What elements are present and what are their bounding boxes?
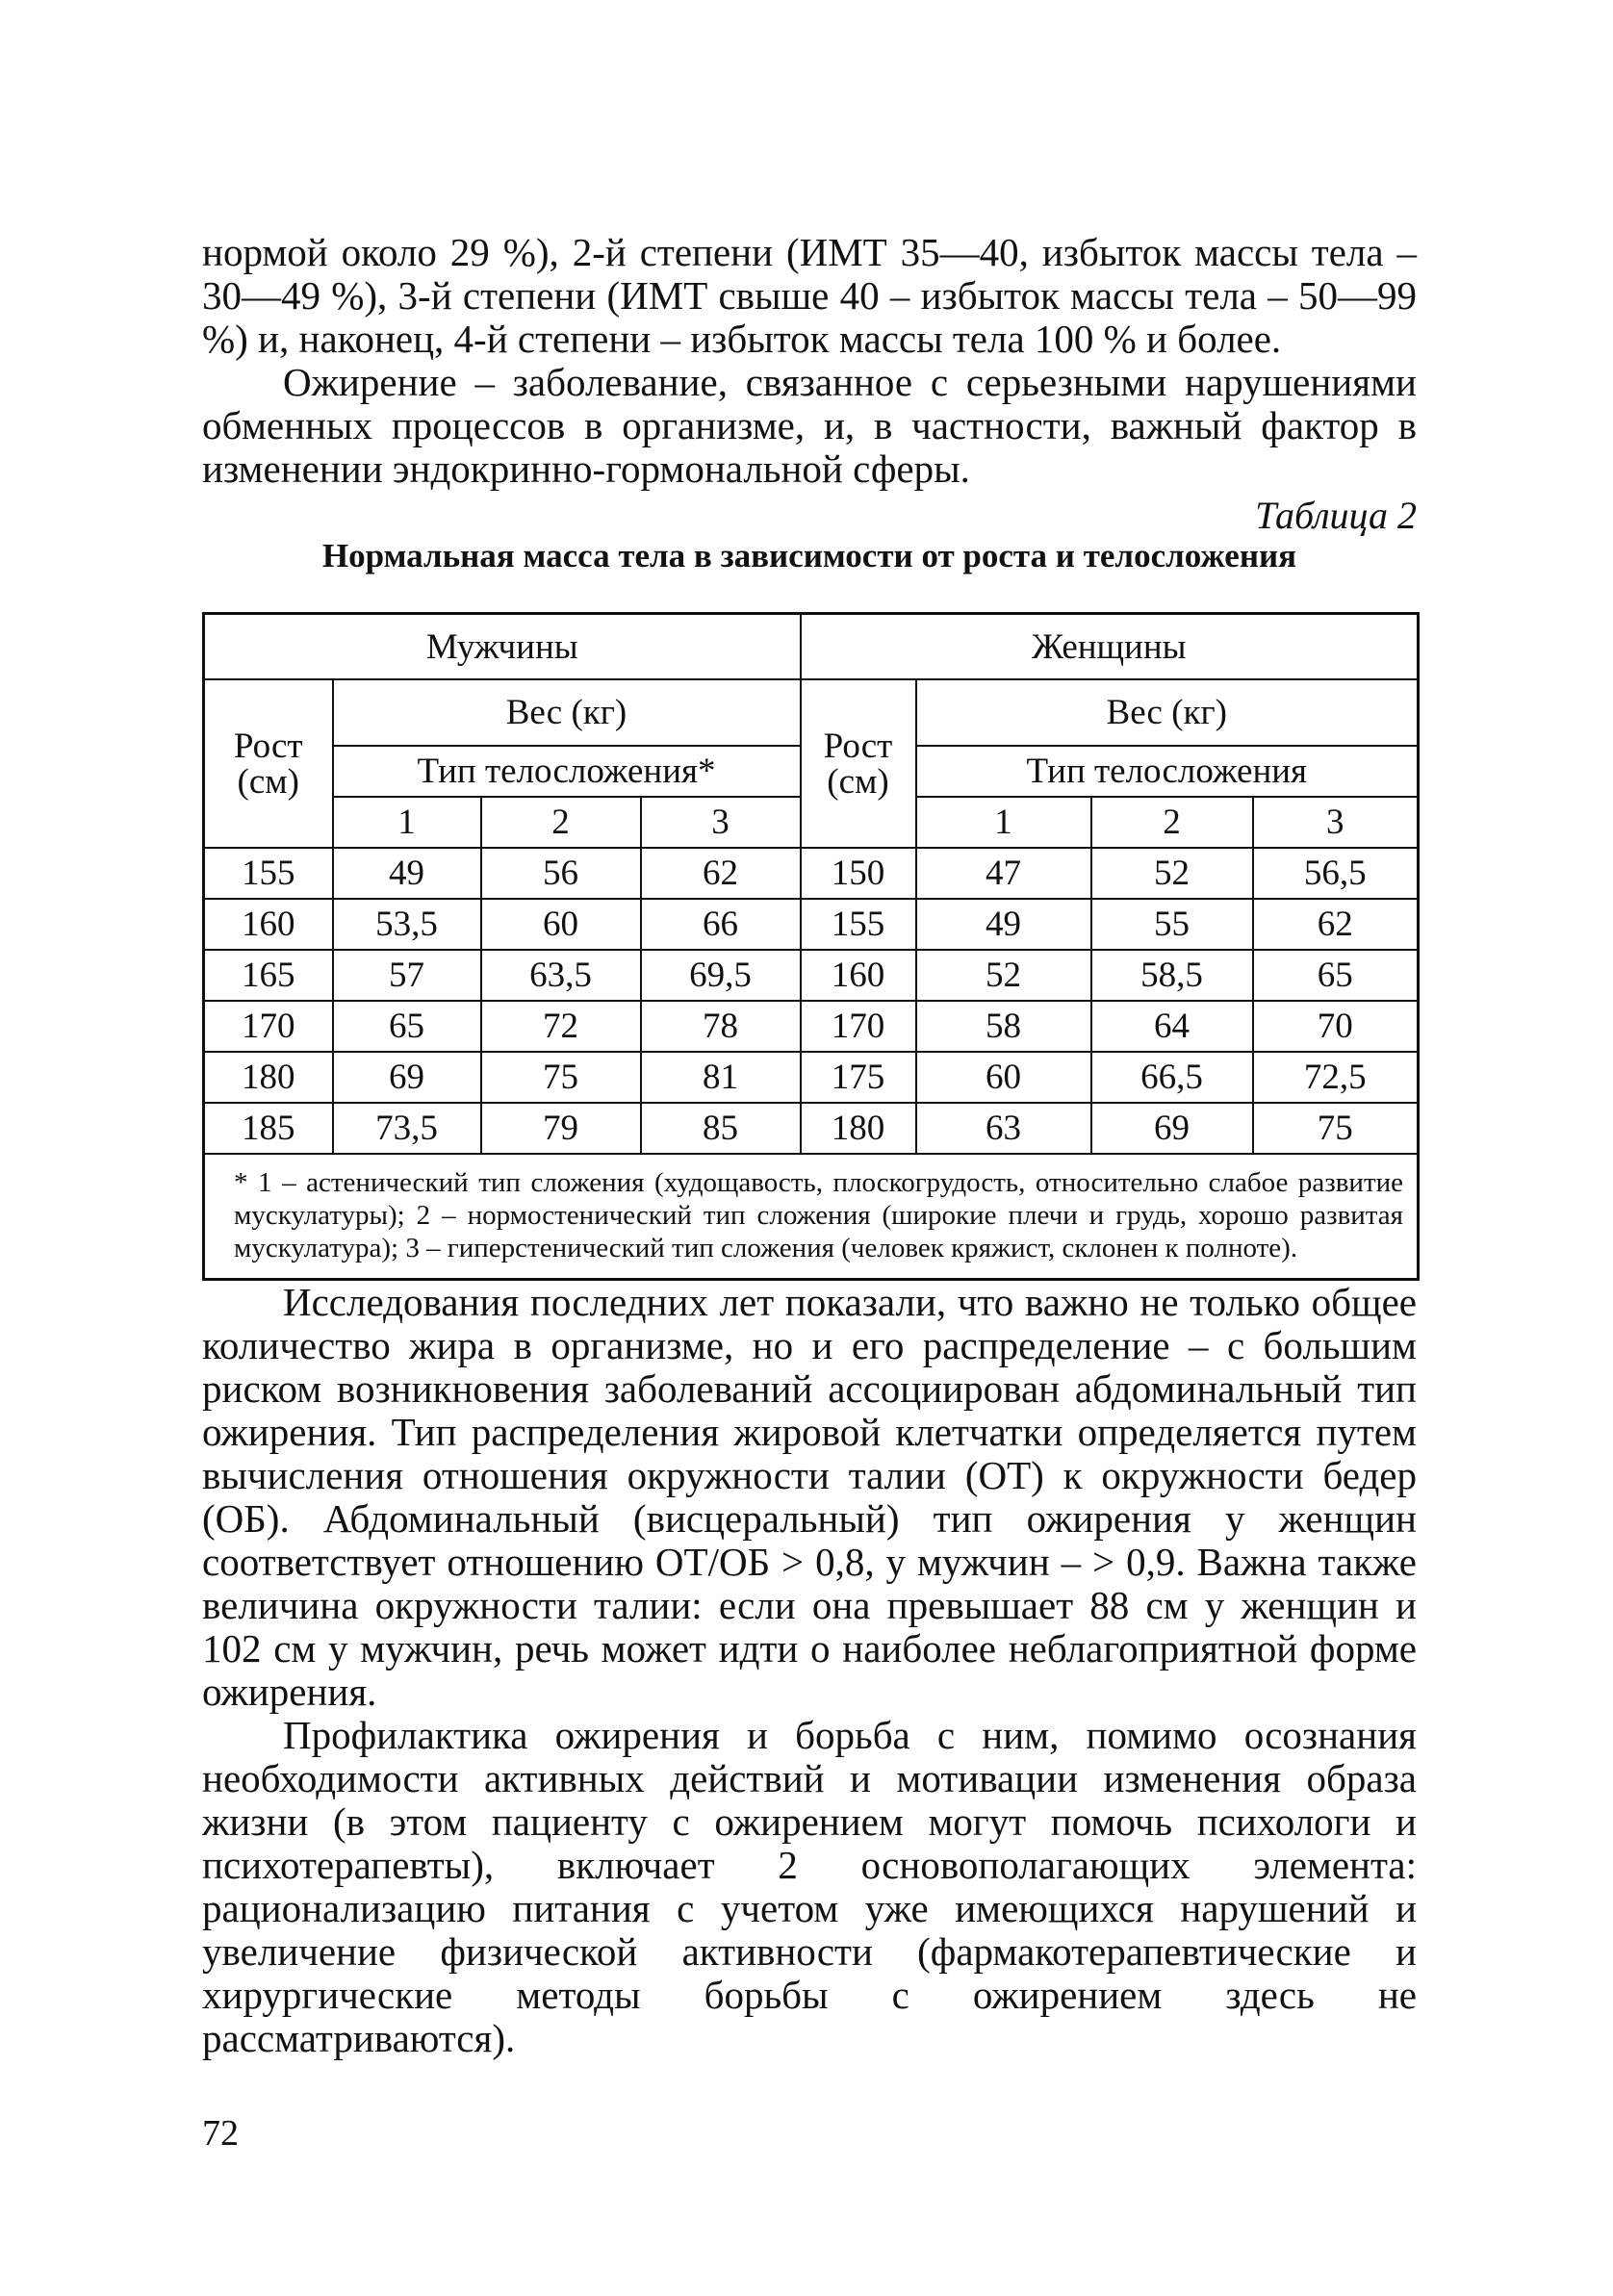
table-cell: 60 (916, 1052, 1091, 1103)
table-cell: 63,5 (481, 950, 641, 1001)
table-cell: 57 (333, 950, 481, 1001)
table-cell: 170 (801, 1001, 916, 1052)
table-row (204, 950, 1419, 1001)
table-cell: 185 (204, 1103, 333, 1154)
women-height-header: Рост (см) (801, 679, 916, 848)
paragraph-obesity-degrees: нормой около 29 %), 2-й степени (ИМТ 35—40, избыток массы тела – 30—49 %), 3-й степени (ИМТ свыше 40 – избыток массы тела – 50—99 %) и, наконец, 4-й степени – избыток массы тела 100 % и более. (202, 230, 1417, 361)
table-cell: 52 (916, 950, 1091, 1001)
women-header: Женщины (801, 614, 1419, 680)
table-row (204, 848, 1419, 899)
paragraph-research: Исследования последних лет показали, что важно не только общее количество жира в организме, но и его распределение – с большим риском возникновения заболеваний ассоциирован абдоминальный тип ожирения. Тип распределения жировой клетчатки определяется путем вычисления отношения окружности талии (ОТ) к окружности бедер (ОБ). Абдоминальный (висцеральный) тип ожирения у женщин соответствует отношению ОТ/ОБ > 0,8, у мужчин – > 0,9. Важна также величина окружности талии: если она превышает 88 см у женщин и 102 см у мужчин, речь может идти о наиболее неблагоприятной форме ожирения. (202, 1280, 1417, 1714)
type-number: 1 (333, 797, 481, 848)
table-cell: 66 (641, 899, 801, 950)
women-body-type-header: Тип телосложения (916, 746, 1419, 797)
table-cell: 155 (801, 899, 916, 950)
table-cell: 81 (641, 1052, 801, 1103)
table-cell: 79 (481, 1103, 641, 1154)
table-cell: 175 (801, 1052, 916, 1103)
page-content (202, 231, 1417, 2060)
table-row (204, 1052, 1419, 1103)
table-cell: 69 (333, 1052, 481, 1103)
page-number: 72 (202, 2113, 239, 2154)
table-cell: 62 (1253, 899, 1419, 950)
table-cell: 75 (1253, 1103, 1419, 1154)
table-row (204, 1001, 1419, 1052)
table-cell: 62 (641, 848, 801, 899)
table-row (204, 899, 1419, 950)
table-cell: 85 (641, 1103, 801, 1154)
table-cell: 72,5 (1253, 1052, 1419, 1103)
men-weight-header: Вес (кг) (333, 679, 801, 746)
table-cell: 155 (204, 848, 333, 899)
table-cell: 160 (204, 899, 333, 950)
table-cell: 69 (1091, 1103, 1253, 1154)
table-cell: 165 (204, 950, 333, 1001)
men-header: Мужчины (204, 614, 801, 680)
table-cell: 75 (481, 1052, 641, 1103)
table-cell: 66,5 (1091, 1052, 1253, 1103)
women-weight-header: Вес (кг) (916, 679, 1419, 746)
men-body-type-header: Тип телосложения* (333, 746, 801, 797)
table-cell: 180 (204, 1052, 333, 1103)
type-number: 1 (916, 797, 1091, 848)
table-cell: 56 (481, 848, 641, 899)
paragraph-obesity-definition: Ожирение – заболевание, связанное с серьезными нарушениями обменных процессов в организме, и, в частности, важный фактор в изменении эндокринно-гормональной сферы. (202, 360, 1417, 491)
table-cell: 150 (801, 848, 916, 899)
table-row (204, 1103, 1419, 1154)
type-number: 3 (1253, 797, 1419, 848)
table-label: Таблица 2 (1255, 494, 1417, 537)
table-body (204, 848, 1419, 1154)
table-cell: 78 (641, 1001, 801, 1052)
table-cell: 65 (1253, 950, 1419, 1001)
table-cell: 60 (481, 899, 641, 950)
table-cell: 47 (916, 848, 1091, 899)
table-title: Нормальная масса тела в зависимости от роста и телосложения (321, 537, 1297, 574)
type-number: 2 (1091, 797, 1253, 848)
table-cell: 70 (1253, 1001, 1419, 1052)
table-cell: 49 (333, 848, 481, 899)
table-cell: 58,5 (1091, 950, 1253, 1001)
men-height-header: Рост (см) (204, 679, 333, 848)
type-number: 2 (481, 797, 641, 848)
table-cell: 160 (801, 950, 916, 1001)
table-cell: 72 (481, 1001, 641, 1052)
type-number: 3 (641, 797, 801, 848)
table-cell: 73,5 (333, 1103, 481, 1154)
table-cell: 49 (916, 899, 1091, 950)
table-cell: 53,5 (333, 899, 481, 950)
table-cell: 56,5 (1253, 848, 1419, 899)
table-cell: 65 (333, 1001, 481, 1052)
paragraph-prevention: Профилактика ожирения и борьба с ним, помимо осознания необходимости активных действий и мотивации изменения образа жизни (в этом пациенту с ожирением могут помочь психологи и психотерапевты), включает 2 основополагающих элемента: рационализацию питания с учетом уже имеющихся нарушений и увеличение физической активности (фармакотерапевтические и хирургические методы борьбы с ожирением здесь не рассматриваются). (202, 1713, 1417, 2060)
table-cell: 170 (204, 1001, 333, 1052)
table-cell: 58 (916, 1001, 1091, 1052)
table-cell: 63 (916, 1103, 1091, 1154)
table-footnote: * 1 – астенический тип сложения (худощавость, плоскогрудость, относительно слабое развитие мускулатуры); 2 – нормостенический тип сложения (широкие плечи и грудь, хорошо развитая мускулатура); 3 – гиперстенический тип сложения (человек кряжист, склонен к полноте). (204, 1154, 1419, 1280)
table-cell: 69,5 (641, 950, 801, 1001)
table-cell: 180 (801, 1103, 916, 1154)
table-cell: 55 (1091, 899, 1253, 950)
table-cell: 64 (1091, 1001, 1253, 1052)
weight-height-table (202, 612, 1420, 1281)
table-cell: 52 (1091, 848, 1253, 899)
